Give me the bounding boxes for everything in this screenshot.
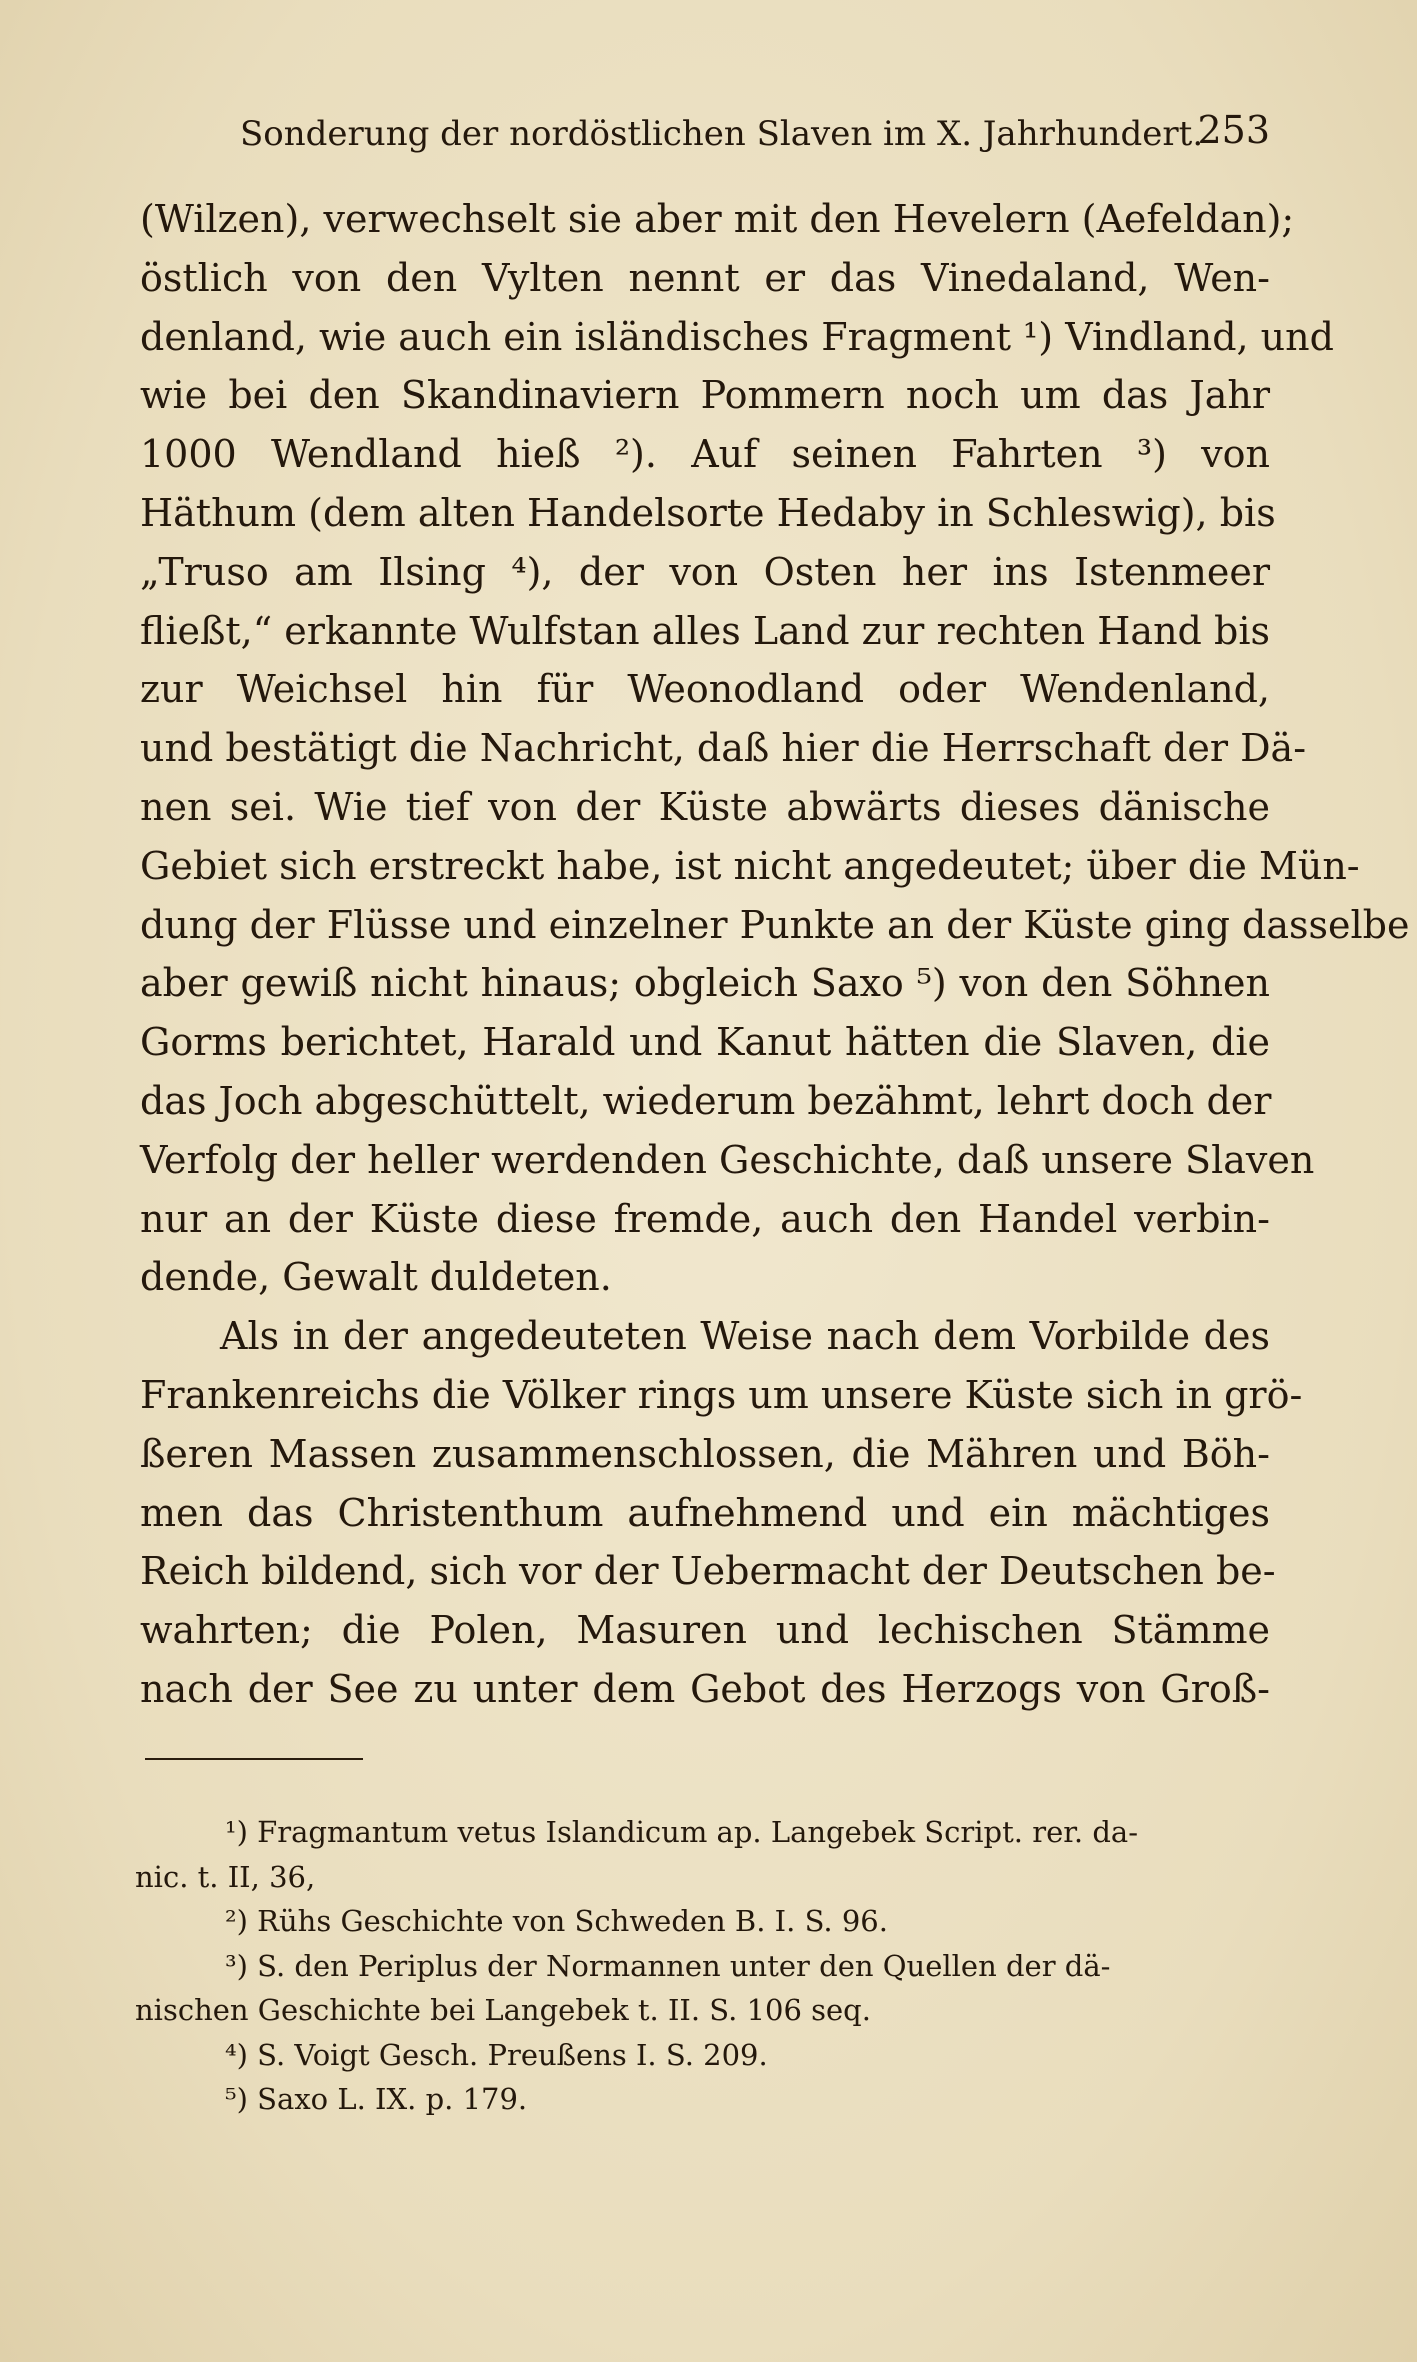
page-header (240, 108, 1270, 158)
body-line: ßeren Massen zusammenschlossen, die Mähren und Böh- (140, 1431, 1270, 1476)
body-line: „Truso am Ilsing ⁴), der von Osten her ins Istenmeer (140, 549, 1270, 594)
body-line: wie bei den Skandinaviern Pommern noch um das Jahr (140, 373, 1270, 418)
body-line: Häthum (dem alten Handelsorte Hedaby in Schleswig), bis (140, 490, 1276, 535)
body-line: Frankenreichs die Völker rings um unsere Küste sich in grö- (140, 1372, 1303, 1417)
body-line: östlich von den Vylten nennt er das Vinedaland, Wen- (140, 255, 1270, 300)
body-line: dende, Gewalt duldeten. (140, 1255, 612, 1300)
body-line: aber gewiß nicht hinaus; obgleich Saxo ⁵) von den Söhnen (140, 961, 1270, 1006)
body-line: men das Christenthum aufnehmend und ein mächtiges (140, 1490, 1270, 1535)
body-line: Gorms berichtet, Harald und Kanut hätten die Slaven, die (140, 1020, 1270, 1065)
paragraph-start-line: Als in der angedeuteten Weise nach dem Vorbilde des (220, 1314, 1270, 1359)
body-line: Verfolg der heller werdenden Geschichte, daß unsere Slaven (140, 1137, 1315, 1182)
body-line: nen sei. Wie tief von der Küste abwärts dieses dänische (140, 784, 1270, 829)
footnote: ²) Rühs Geschichte von Schweden B. I. S. 96. (225, 1904, 888, 1938)
body-line: das Joch abgeschüttelt, wiederum bezähmt, lehrt doch der (140, 1078, 1272, 1123)
body-line: denland, wie auch ein isländisches Fragment ¹) Vindland, und (140, 314, 1334, 359)
body-line: Reich bildend, sich vor der Uebermacht der Deutschen be- (140, 1549, 1276, 1594)
body-line: nur an der Küste diese fremde, auch den Handel verbin- (140, 1196, 1270, 1241)
page-number: 253 (1197, 108, 1270, 152)
body-line: und bestätigt die Nachricht, daß hier die Herrschaft der Dä- (140, 726, 1307, 771)
body-line: nach der See zu unter dem Gebot des Herzogs von Groß- (140, 1666, 1270, 1711)
body-line: wahrten; die Polen, Masuren und lechischen Stämme (140, 1608, 1270, 1653)
body-line: dung der Flüsse und einzelner Punkte an der Küste ging dasselbe (140, 902, 1410, 947)
body-line: (Wilzen), verwechselt sie aber mit den Hevelern (Aefeldan); (140, 197, 1295, 241)
body-text (140, 190, 1410, 1719)
footnote-continuation: nic. t. II, 36, (135, 1859, 316, 1894)
running-title: Sonderung der nordöstlichen Slaven im X. Jahrhundert. (240, 114, 1204, 154)
footnote: ³) S. den Periplus der Normannen unter den Quellen der dä- (225, 1948, 1111, 1983)
body-line: zur Weichsel hin für Weonodland oder Wendenland, (140, 667, 1270, 712)
footnotes (135, 1810, 1275, 2122)
footnote-rule (145, 1758, 363, 1760)
body-line: 1000 Wendland hieß ²). Auf seinen Fahrten ³) von (140, 432, 1270, 477)
footnote: ⁴) S. Voigt Gesch. Preußens I. S. 209. (225, 2037, 768, 2072)
footnote: ⁵) Saxo L. IX. p. 179. (225, 2082, 528, 2116)
footnote-continuation: nischen Geschichte bei Langebek t. II. S. 106 seq. (135, 1993, 871, 2027)
footnote: ¹) Fragmantum vetus Islandicum ap. Langebek Script. rer. da- (225, 1815, 1138, 1849)
body-line: Gebiet sich erstreckt habe, ist nicht angedeutet; über die Mün- (140, 843, 1360, 888)
body-line: fließt,“ erkannte Wulfstan alles Land zur rechten Hand bis (140, 608, 1270, 653)
